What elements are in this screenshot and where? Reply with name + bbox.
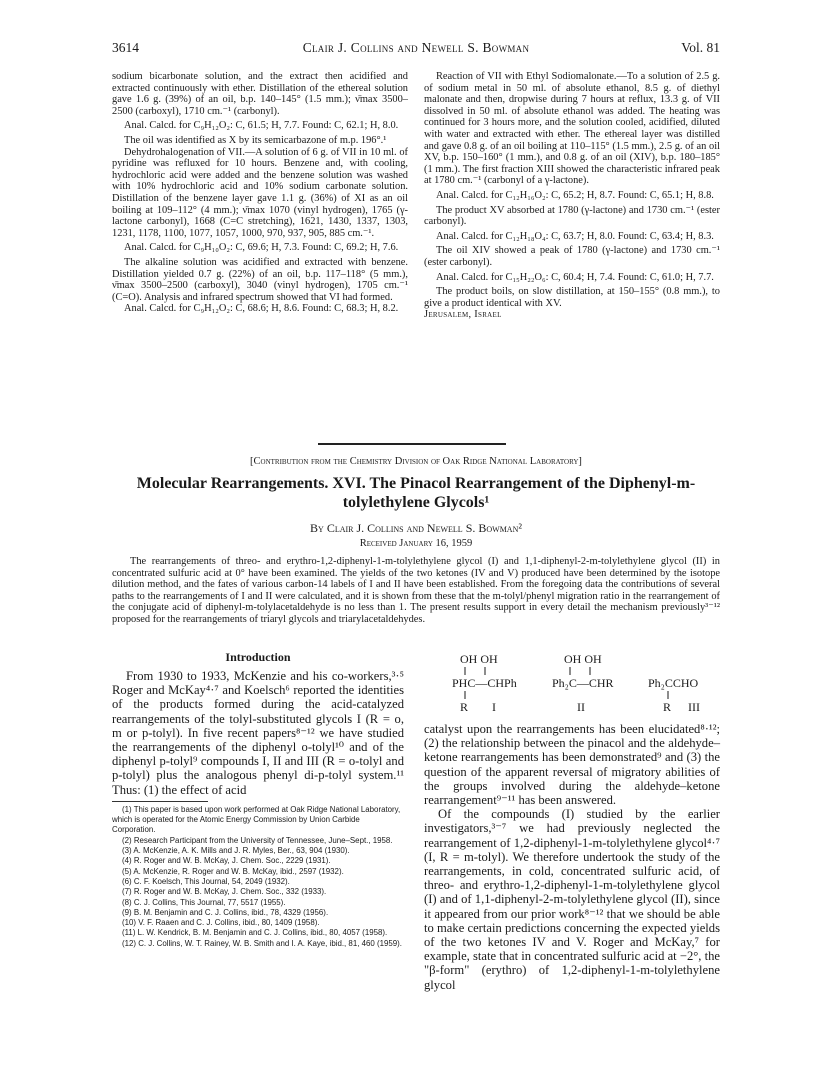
footnote: (1) This paper is based upon work performed at Oak Ridge National Laboratory, which is operated for the Atomic Energy Commission by Union Carbide Corporation. — [112, 804, 401, 835]
footnote: (8) C. J. Collins, This Journal, 77, 5517 (1955). — [122, 897, 286, 907]
structure-2-label: II — [577, 700, 585, 714]
footnote: (4) R. Roger and W. B. McKay, J. Chem. Soc., 2229 (1931). — [122, 856, 331, 866]
paragraph: The product boils, on slow distillation, at 150–155° (0.8 mm.), to give a product identical with XV. — [424, 286, 720, 309]
structure-1-formula: PHC—CHPh — [452, 676, 517, 690]
analysis-line: Anal. Calcd. for C₉H₁₂O₂: C, 68.6; H, 8.6. Found: C, 68.3; H, 8.2. — [124, 303, 399, 315]
footnote-divider — [112, 801, 208, 802]
page-number: 3614 — [112, 40, 139, 55]
structure-2-hydroxyls: OH OH — [564, 652, 602, 666]
footnotes — [112, 805, 404, 949]
footnote: (12) C. J. Collins, W. T. Rainey, W. B. Smith and I. A. Kaye, ibid., 81, 460 (1959). — [122, 938, 402, 948]
structure-3-label: III — [688, 700, 700, 714]
running-title: Clair J. Collins and Newell S. Bowman — [302, 40, 530, 55]
structure-2-formula: Ph₂C—CHR — [552, 676, 614, 690]
analysis-line: Anal. Calcd. for C₁₂H₁₈O₄: C, 63.7; H, 8.0. Found: C, 63.4; H, 8.3. — [436, 230, 714, 242]
structure-3-formula: Ph₂CCHO — [648, 676, 699, 690]
footnote: (11) L. W. Kendrick, B. M. Benjamin and C. J. Collins, ibid., 80, 4057 (1958). — [122, 928, 388, 938]
location-line: Jerusalem, Israel — [424, 309, 502, 321]
author-byline: By Clair J. Collins and Newell S. Bowman² — [310, 521, 522, 535]
footnote: (5) A. McKenzie, R. Roger and W. B. McKay, ibid., 2597 (1932). — [122, 866, 344, 876]
volume-label: Vol. 81 — [681, 40, 720, 55]
analysis-line: Anal. Calcd. for C₉H₁₂O₂: C, 61.5; H, 7.7. Found: C, 62.1; H, 8.0. — [124, 120, 399, 132]
article-title: Molecular Rearrangements. XVI. The Pinacol Rearrangement of the Diphenyl-m-tolylethylene Glycols¹ — [136, 475, 696, 511]
footnote: (7) R. Roger and W. B. McKay, J. Chem. Soc., 332 (1933). — [122, 887, 327, 897]
structure-1-hydroxyls: OH OH — [460, 652, 498, 666]
footnote: (2) Research Participant from the University of Tennessee, June–Sept., 1958. — [122, 835, 393, 845]
introduction-right-column — [424, 722, 720, 992]
received-date: Received January 16, 1959 — [359, 538, 473, 549]
analysis-line: Anal. Calcd. for C₉H₁₀O₂: C, 69.6; H, 7.3. Found: C, 69.2; H, 7.6. — [124, 242, 399, 254]
paragraph: sodium bicarbonate solution, and the extract then acidified and extracted continuously with ether. Distillation of the ethereal solution gave 1.6 g. (39%) of an oil, b.p. 140–145° (1.5 mm.); ν̄max 3500–2500 (carboxyl), 1710 cm.⁻¹ (carbonyl). — [112, 71, 408, 117]
experimental-left-column — [112, 71, 408, 315]
analysis-line: Anal. Calcd. for C₁₅H₂₂O₆: C, 60.4; H, 7.4. Found: C, 61.0; H, 7.7. — [436, 271, 714, 283]
section-divider — [318, 443, 506, 445]
structure-1-label: I — [492, 700, 496, 714]
introduction-left-column — [112, 650, 404, 949]
footnote: (9) B. M. Benjamin and C. J. Collins, ibid., 78, 4329 (1956). — [122, 907, 329, 917]
footnote: (6) C. F. Koelsch, This Journal, 54, 2049 (1932). — [122, 876, 290, 886]
intro-paragraph: From 1930 to 1933, McKenzie and his co-workers,³·⁵ Roger and McKay⁴·⁷ and Koelsch⁶ reported the identities of the products formed during the acid-catalyzed rearrangements of the tolyl-substituted glycols I (R = o, m or p-tolyl). In five recent papers⁸⁻¹² we have studied the rearrangements of the diphenyl o-tolyl¹⁰ and of the diphenyl p-tolyl⁹ compounds I, II and III (R = o-tolyl and p-tolyl) plus the analogous phenyl di-p-tolyl system.¹¹ Thus: (1) the effect of acid — [112, 669, 404, 797]
running-header — [112, 40, 720, 58]
experimental-right-column — [424, 71, 720, 321]
analysis-line: Anal. Calcd. for C₁₂H₁₆O₂: C, 65.2; H, 8.7. Found: C, 65.1; H, 8.8. — [436, 189, 714, 201]
section-paragraph: Reaction of VII with Ethyl Sodiomalonate.—To a solution of 2.5 g. of sodium metal in 50 ml. of absolute ethanol, 8.5 g. of diethyl malonate and then, dropwise during 7 hours at reflux, 13.3 g. of VII dissolved in 50 ml. of absolute ethanol was added. The heating was continued for 3 hours more, and the solution cooled, acidified, diluted with water and extracted with ether. The ethereal layer was distilled and gave 0.8 g. of an oil boiling at 110–115° (1.5 mm.), 2.5 g. of an oil XV, b.p. 150–160° (1 mm.), and 0.8 g. of an oil (XIV), b.p. 180–185° (1 mm.). The first fraction XIII showed the characteristic infrared peak at 1780 cm.⁻¹ (carbonyl of a γ-lactone). — [424, 71, 720, 187]
abstract: The rearrangements of threo- and erythro-1,2-diphenyl-1-m-tolylethylene glycol (I) and 1,1-diphenyl-2-m-tolylethylene glycol (II) in concentrated sulfuric acid at 0° have been examined. The yields of the two ketones (IV and V) produced have been determined by the isotope dilution method, and the fates of various carbon-14 labels of I and II have been established. From the foregoing data the contributions of several paths to the rearrangements of I and II were calculated, and it is shown from these that the m-tolyl/phenyl migration ratio in the rearrangement of the conjugate acid of diphenyl-m-tolylacetaldehyde is no less than 1. The present results support in every detail the mechanism previously³⁻¹² proposed for the rearrangements of triaryl glycols and triarylacetaldehydes. — [112, 556, 720, 625]
paragraph: The oil XIV showed a peak of 1780 (γ-lactone) and 1730 cm.⁻¹ (ester carbonyl). — [424, 245, 720, 268]
structure-formulas — [452, 651, 732, 725]
paragraph: The product XV absorbed at 1780 (γ-lactone) and 1730 cm.⁻¹ (ester carbonyl). — [424, 204, 720, 228]
section-heading: Introduction — [225, 650, 291, 664]
footnote: (10) V. F. Raaen and C. J. Collins, ibid., 80, 1409 (1958). — [122, 918, 320, 928]
section-paragraph: Dehydrohalogenation of VII.—A solution of 6 g. of VII in 10 ml. of pyridine was refluxed for 10 hours. Benzene and, with cooling, hydrochloric acid were added and the benzene solution was washed with 10% hydrochloric acid and 10% sodium carbonate solution. Distillation of the benzene layer gave 1.1 g. (36%) of XI as an oil boiling at 109–112° (4 mm.); ν̄max 1070 (vinyl hydrogen), 1765 (γ-lactone carbonyl), 1668 (C=C stretching), 1621, 1430, 1337, 1303, 1231, 1178, 1100, 1077, 1057, 1000, 970, 937, 905, 885 cm.⁻¹. — [112, 146, 408, 239]
structure-1-substituent: R — [460, 700, 469, 714]
intro-paragraph: Of the compounds (I) studied by the earlier investigators,³⁻⁷ we had previously neglected the rearrangement of 1,2-diphenyl-1-m-tolylethylene glycol⁴·⁷ (I, R = m-tolyl). We therefore undertook the study of the rearrangements, in cold, concentrated sulfuric acid, of threo- and erythro-1,2-diphenyl-1-m-tolylethylene glycol (I) and of 1,1-diphenyl-2-m-tolylethylene glycol (II), since it appeared from our prior work⁸⁻¹² that we should be able to make certain predictions concerning the expected yields of the two ketones IV and V. Roger and McKay,⁷ for example, state that in concentrated sulfuric acid at −2°, the "β-form" (erythro) of 1,2-diphenyl-1-m-tolylethylene glycol — [424, 807, 720, 992]
intro-paragraph: catalyst upon the rearrangements has been elucidated⁸·¹²; (2) the relationship between the pinacol and the aldehyde–ketone rearrangements has been demonstrated⁹ and (3) the question of the apparent reversal of migratory abilities of the groups involved during the aldehyde–ketone rearrangement⁹⁻¹¹ has been answered. — [424, 722, 720, 808]
footnote: (3) A. McKenzie, A. K. Mills and J. R. Myles, Ber., 63, 904 (1930). — [122, 846, 350, 856]
structure-3-substituent: R — [663, 700, 672, 714]
contribution-line: [Contribution from the Chemistry Division of Oak Ridge National Laboratory] — [250, 456, 582, 467]
paragraph: The oil was identified as X by its semicarbazone of m.p. 196°.¹ — [124, 134, 387, 146]
paragraph: The alkaline solution was acidified and extracted with benzene. Distillation yielded 0.7 g. (22%) of an oil, b.p. 117–118° (5 mm.), ν̄max 3500–2500 (carboxyl), 3040 (vinyl hydrogen), 1705 cm.⁻¹ (C=O). Analysis and infrared spectrum showed that VI had formed. — [112, 256, 408, 303]
